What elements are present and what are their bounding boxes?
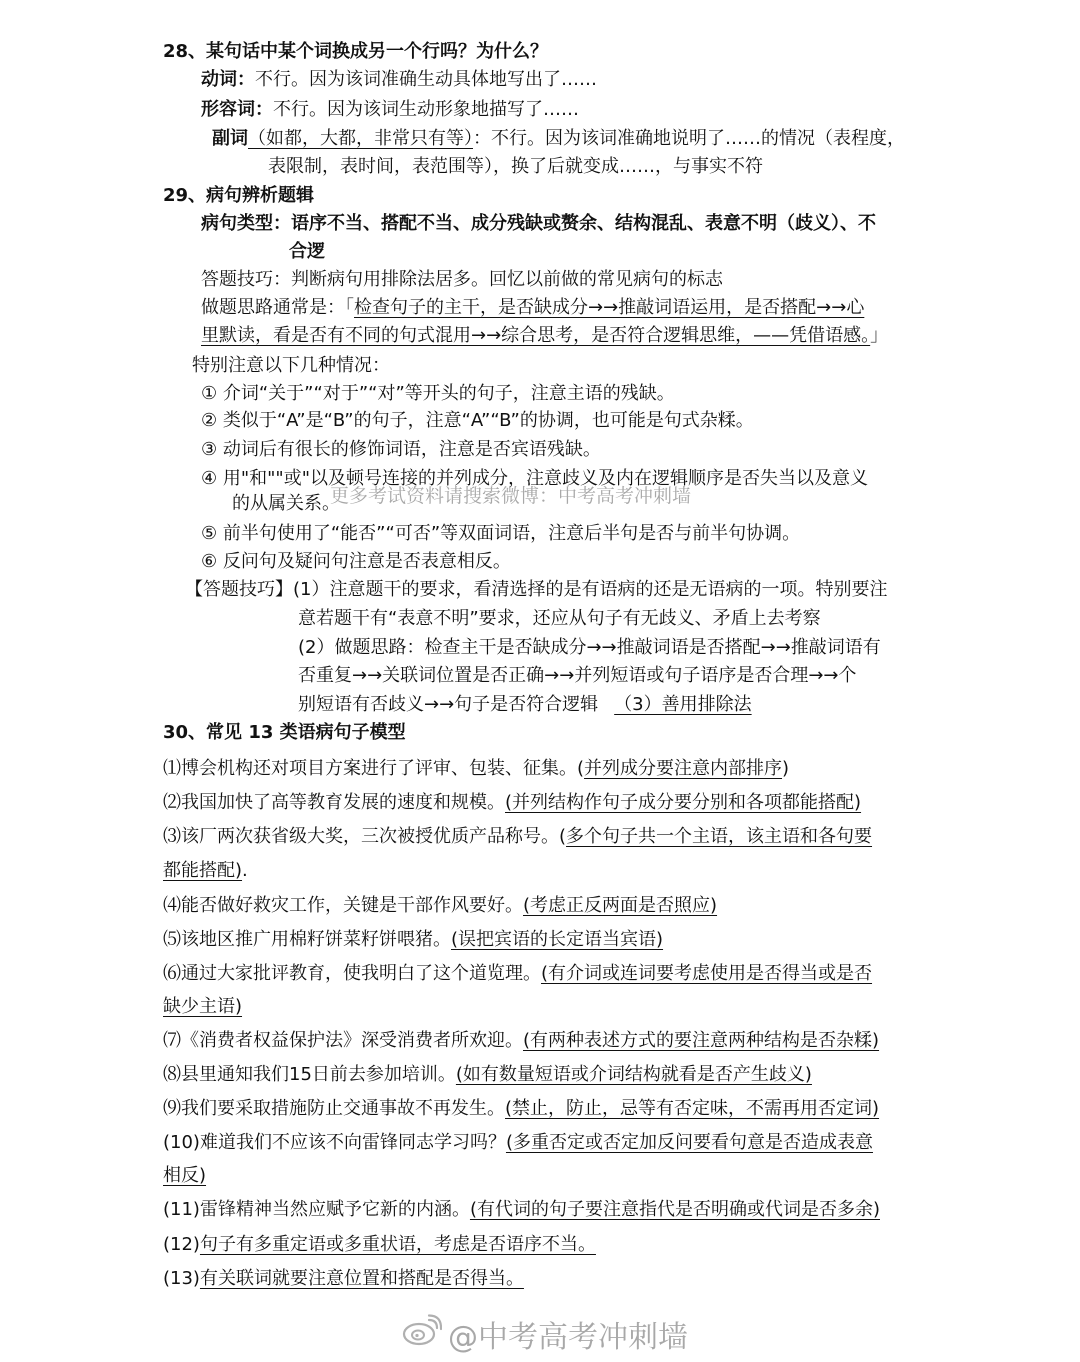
- note-item-4: ④ 用"和""或"以及顿号连接的并列成分，注意歧义及内在逻辑顺序是否失当以及意义: [201, 468, 868, 489]
- model-sentence-4: [163, 894, 717, 918]
- answer-tip: 答题技巧：判断病句用排除法居多。回忆以前做的常见病句的标志: [201, 269, 723, 290]
- verb-line: [201, 68, 597, 92]
- sentence-rule: (考虑正反两面是否照应): [523, 895, 718, 916]
- adv-text: ：不行。因为该词准确地说明了……的情况（表程度，: [473, 128, 905, 149]
- sentence-text: ⑵我国加快了高等教育发展的速度和规模。: [163, 792, 505, 813]
- approach-line-1: [201, 296, 864, 320]
- model-sentence-2: [163, 791, 861, 815]
- sentence-text: (12): [163, 1234, 200, 1255]
- model-sentence-12: [163, 1233, 596, 1257]
- section-30-title: 30、常见 13 类语病句子模型: [163, 722, 406, 743]
- approach-steps-1: 检查句子的主干，是否缺成分→→推敲词语运用，是否搭配→→心: [354, 297, 865, 318]
- sentence-text: ⑷能否做好救灾工作，关键是干部作风要好。: [163, 895, 523, 916]
- sentence-text: ⑸该地区推广用棉籽饼菜籽饼喂猪。: [163, 929, 451, 950]
- adv-label: 副词: [212, 128, 248, 149]
- skill-line-5: [298, 693, 752, 717]
- sentence-rule-cont: 缺少主语): [163, 996, 243, 1017]
- model-sentence-10-cont: [163, 1164, 206, 1188]
- model-sentence-1: [163, 757, 789, 781]
- sentence-text: ⑶该厂两次获省级大奖，三次被授优质产品称号。(: [163, 826, 567, 847]
- model-sentence-8: [163, 1063, 812, 1087]
- sentence-text: ⑼我们要采取措施防止交通事故不再发生。: [163, 1098, 505, 1119]
- error-types-line-1: 病句类型：语序不当、搭配不当、成分残缺或赘余、结构混乱、表意不明（歧义）、不: [201, 213, 876, 234]
- sentence-text: ⑴博会机构还对项目方案进行了评审、包装、征集。(: [163, 758, 585, 779]
- model-sentence-3-cont: [163, 859, 248, 883]
- adv-line: [212, 127, 905, 151]
- sentence-rule: (禁止，防止，忌等有否定味，不需再用否定词): [505, 1098, 880, 1119]
- model-sentence-10: [163, 1131, 873, 1155]
- adj-text: 不行。因为该词生动形象地描写了……: [273, 99, 579, 120]
- approach-suffix: 」: [870, 325, 889, 346]
- skill-line-2: 意若题干有“表意不明”要求，还应从句子有无歧义、矛盾上去考察: [298, 608, 821, 629]
- section-28-title: 28、某句话中某个词换成另一个行吗？为什么？: [163, 41, 549, 62]
- sentence-rule: 并列成分要注意内部排序: [584, 758, 783, 779]
- sentence-text: (10)难道我们不应该不向雷锋同志学习吗？: [163, 1132, 506, 1153]
- model-sentence-7: [163, 1029, 879, 1053]
- adj-line: [201, 98, 579, 122]
- skill-line-4: 否重复→→关联词位置是否正确→→并列短语或句子语序是否合理→→个: [298, 665, 857, 686]
- verb-text: 不行。因为该词准确生动具体地写出了……: [255, 69, 597, 90]
- special-notes-intro: 特别注意以下几种情况：: [192, 355, 390, 376]
- model-sentence-6-cont: [163, 995, 242, 1019]
- model-sentence-13: [163, 1267, 524, 1291]
- sentence-rule-cont: 都能搭配): [163, 860, 243, 881]
- adv-line-2: 表限制，表时间，表范围等），换了后就变成……，与事实不符: [268, 156, 763, 177]
- sentence-rule: (如有数量短语或介词结构就看是否产生歧义): [455, 1064, 812, 1085]
- skill-5-exclusion: （3）善用排除法: [614, 694, 752, 715]
- watermark-text: 更多考试资料请搜索微博：中考高考冲刺墙: [330, 485, 692, 507]
- adj-label: 形容词：: [201, 99, 273, 120]
- model-sentence-5: [163, 928, 663, 952]
- sentence-end: ): [782, 758, 790, 779]
- note-item-3: ③ 动词后有很长的修饰词语，注意是否宾语残缺。: [201, 439, 601, 460]
- error-types-line-2: 合逻: [289, 241, 325, 262]
- skill-5-text: 别短语有否歧义→→句子是否符合逻辑: [298, 694, 599, 715]
- model-sentence-3: [163, 825, 872, 849]
- sentence-rule: 句子有多重定语或多重状语，考虑是否语序不当。: [199, 1234, 596, 1255]
- sentence-rule: (并列结构作句子成分要分别和各项都能搭配): [505, 792, 862, 813]
- note-item-1: ① 介词“关于”“对于”“对”等开头的句子，注意主语的残缺。: [201, 383, 675, 404]
- sentence-text: ⑻县里通知我们15日前去参加培训。: [163, 1064, 456, 1085]
- model-sentence-6: [163, 962, 872, 986]
- verb-label: 动词：: [201, 69, 255, 90]
- sentence-text: (11)雷锋精神当然应赋予它新的内涵。: [163, 1199, 470, 1220]
- note-item-5: ⑤ 前半句使用了“能否”“可否”等双面词语，注意后半句是否与前半句协调。: [201, 523, 801, 544]
- adv-examples: （如都，大都，非常只有等）: [248, 128, 473, 149]
- sentence-end: .: [242, 860, 248, 881]
- approach-line-2: [201, 324, 888, 348]
- approach-prefix: 做题思路通常是：「: [201, 297, 354, 318]
- skill-line-3: (2）做题思路：检查主干是否缺成分→→推敲词语是否搭配→→推敲词语有: [298, 637, 881, 658]
- skill-line-1: 【答题技巧】(1）注意题干的要求，看清选择的是有语病的还是无语病的一项。特别要注: [185, 579, 888, 600]
- model-sentence-11: [163, 1198, 880, 1222]
- note-item-2: ② 类似于“A”是“B”的句子，注意“A”“B”的协调，也可能是句式杂糅。: [201, 410, 754, 431]
- sentence-rule: (多重否定或否定加反问要看句意是否造成表意: [505, 1132, 873, 1153]
- weibo-icon: [402, 1314, 448, 1354]
- note-item-4-cont: 的从属关系。: [232, 493, 340, 514]
- sentence-rule: (误把宾语的长定语当宾语): [451, 929, 664, 950]
- model-sentence-9: [163, 1097, 879, 1121]
- sentence-text: (13): [163, 1268, 200, 1289]
- section-29-title: 29、病句辨析题辑: [163, 185, 315, 206]
- approach-steps-2: 里默读，看是否有不同的句式混用→→综合思考，是否符合逻辑思维，——凭借语感。: [201, 325, 871, 346]
- sentence-rule-cont: 相反): [163, 1165, 207, 1186]
- sentence-rule: (有代词的句子要注意指代是否明确或代词是否多余): [469, 1199, 880, 1220]
- sentence-rule: 有关联词就要注意位置和搭配是否得当。: [199, 1268, 524, 1289]
- sentence-text: ⑺《消费者权益保护法》深受消费者所欢迎。: [163, 1030, 523, 1051]
- weibo-handle: @中考高考冲刺墙: [448, 1320, 688, 1355]
- sentence-rule: 多个句子共一个主语，该主语和各句要: [566, 826, 873, 847]
- sentence-text: ⑹通过大家批评教育，使我明白了这个道览理。: [163, 963, 541, 984]
- note-item-6: ⑥ 反问句及疑问句注意是否表意相反。: [201, 551, 511, 572]
- sentence-rule: (有介词或连词要考虑使用是否得当或是否: [541, 963, 873, 984]
- weibo-watermark: [402, 1316, 688, 1355]
- sentence-rule: (有两种表述方式的要注意两种结构是否杂糅): [523, 1030, 880, 1051]
